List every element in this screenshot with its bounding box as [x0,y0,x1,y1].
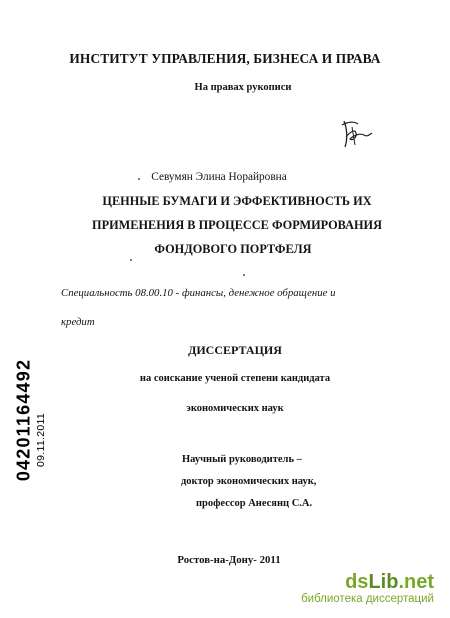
archive-stamp-date: 09.11.2011 [35,413,47,467]
dissertation-label: ДИССЕРТАЦИЯ [188,343,282,357]
thesis-title-line-2: ПРИМЕНЕНИЯ В ПРОЦЕССЕ ФОРМИРОВАНИЯ [92,218,382,232]
specialty-line-2: кредит [61,316,95,328]
city-year: Ростов-на-Дону- 2011 [177,554,281,566]
supervisor-line-1: Научный руководитель – [182,454,302,465]
dslib-watermark[interactable] [301,572,434,605]
specialty-line-1: Специальность 08.00.10 - финансы, денежное обращение и [61,287,336,299]
institute-name: ИНСТИТУТ УПРАВЛЕНИЯ, БИЗНЕСА И ПРАВА [69,51,381,66]
sciences-line: экономических наук [186,403,284,414]
supervisor-line-2: доктор экономических наук, [181,476,317,487]
scan-speck [243,274,245,276]
signature-mark [338,115,380,151]
dslib-subtitle: библиотека диссертаций [301,593,434,605]
scan-speck [130,259,132,261]
dslib-logo: dsLib.net [345,571,434,593]
scan-speck [138,178,140,180]
author-name: Севумян Элина Норайровна [151,171,287,183]
degree-line: на соискание ученой степени кандидата [139,373,331,384]
supervisor-line-3: профессор Анесянц С.А. [196,498,313,509]
rights-note: На правах рукописи [194,82,292,93]
archive-stamp-code: 04201164492 [13,358,34,482]
thesis-title-line-1: ЦЕННЫЕ БУМАГИ И ЭФФЕКТИВНОСТЬ ИХ [102,194,372,208]
thesis-title-line-3: ФОНДОВОГО ПОРТФЕЛЯ [154,242,312,256]
